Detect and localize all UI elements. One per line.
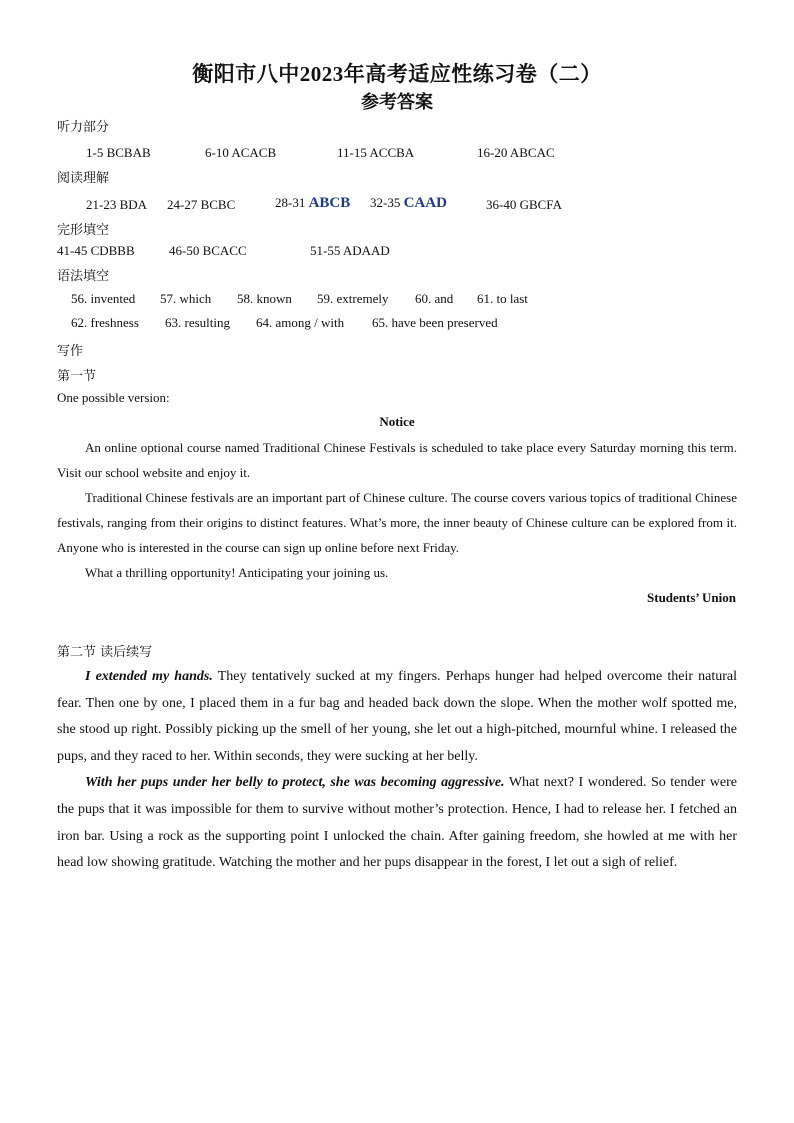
paragraph-lead-sentence: I extended my hands. (85, 669, 213, 684)
section-reading-label: 阅读理解 (57, 171, 110, 186)
grammar-answer: 59. extremely (317, 291, 389, 306)
page-title: 衡阳市八中2023年高考适应性练习卷（二） (192, 62, 602, 86)
answer-group: 46-50 BCACC (169, 243, 247, 258)
grammar-answer: 58. known (237, 291, 292, 306)
answer-group: 16-20 ABCAC (477, 145, 555, 160)
notice-title: Notice (379, 414, 415, 429)
section-cloze-label: 完形填空 (57, 223, 110, 238)
writing-part2-label: 第二节 读后续写 (57, 645, 153, 660)
answer-group: 21-23 BDA (86, 197, 148, 212)
paragraph-lead-sentence: With her pups under her belly to protect, she was becoming aggressive. (85, 775, 505, 791)
highlighted-answer: ABCB (308, 195, 351, 211)
notice-signature: Students’ Union (647, 590, 736, 605)
continuation-body (57, 664, 737, 877)
answer-group-highlighted: 32-35 CAAD (370, 195, 447, 211)
answer-group: 6-10 ACACB (205, 145, 277, 160)
writing-part1-label: 第一节 (57, 369, 97, 384)
notice-body (57, 435, 737, 585)
answer-group: 11-15 ACCBA (337, 145, 415, 160)
answer-group: 41-45 CDBBB (57, 243, 135, 258)
answer-group: 36-40 GBCFA (486, 197, 562, 212)
notice-paragraph: Traditional Chinese festivals are an important part of Chinese culture. The course covers various topics of traditional Chinese festivals, ranging from their origins to distinct features. What’s more, the inner beauty of Chinese culture can be explored from it. Anyone who is interested in the course can sign up online before next Friday. (57, 490, 737, 555)
page-subtitle: 参考答案 (361, 92, 433, 112)
continuation-paragraph: With her pups under her belly to protect, she was becoming aggressive. What next? I wondered. So tender were the pups that it was impossible for them to survive without mother’s protection. Hence, I had to release her. I fetched an iron bar. Using a rock as the supporting point I unlocked the chain. After gaining freedom, she howled at me with her head low showing gratitude. Watching the mother and her pups disappear in the forest, I let out a sigh of relief. (57, 775, 737, 871)
answer-group: 1-5 BCBAB (86, 145, 151, 160)
notice-paragraph: What a thrilling opportunity! Anticipating your joining us. (85, 565, 389, 580)
grammar-answer: 65. have been preserved (372, 315, 498, 330)
grammar-answer: 62. freshness (71, 315, 139, 330)
grammar-answer: 61. to last (477, 291, 528, 306)
grammar-answer: 60. and (415, 291, 454, 306)
section-writing-label: 写作 (57, 344, 84, 359)
continuation-paragraph: I extended my hands. They tentatively sucked at my fingers. Perhaps hunger had helped overcome their natural fear. Then one by one, I placed them in a fur bag and headed back down the slope. When the mother wolf spotted me, she stood up right. Possibly picking up the smell of her young, she let out a high-pitched, mournful whine. I released the pups, and they raced to her. Within seconds, they were sucking at her belly. (57, 669, 738, 764)
grammar-answer: 56. invented (71, 291, 136, 306)
answer-group: 24-27 BCBC (167, 197, 236, 212)
notice-paragraph: An online optional course named Traditional Chinese Festivals is scheduled to take place every Saturday morning this term. Visit our school website and enjoy it. (57, 440, 737, 480)
grammar-answer: 57. which (160, 291, 212, 306)
answer-group: 51-55 ADAAD (310, 243, 390, 258)
grammar-answer: 64. among / with (256, 315, 345, 330)
answer-group-highlighted: 28-31 ABCB (275, 195, 351, 211)
section-listening-label: 听力部分 (57, 120, 110, 135)
version-intro: One possible version: (57, 390, 170, 405)
section-grammar-label: 语法填空 (57, 269, 110, 284)
highlighted-answer: CAAD (403, 195, 447, 211)
grammar-answer: 63. resulting (165, 315, 230, 330)
